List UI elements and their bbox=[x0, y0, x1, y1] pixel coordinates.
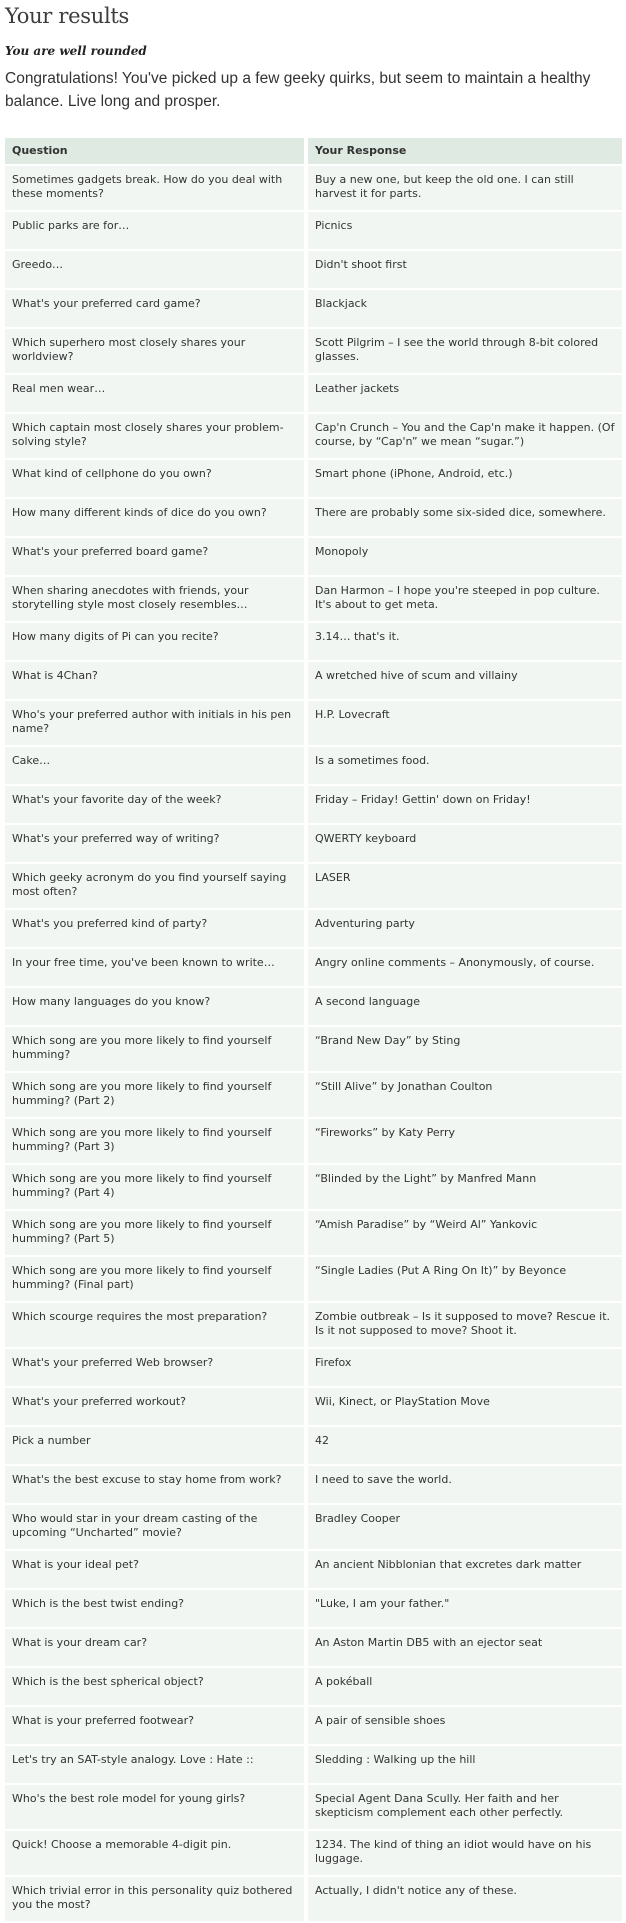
question-cell: How many different kinds of dice do you own? bbox=[5, 499, 304, 536]
question-cell: Which captain most closely shares your problem-solving style? bbox=[5, 414, 304, 458]
response-cell: Buy a new one, but keep the old one. I can still harvest it for parts. bbox=[308, 166, 622, 210]
table-row bbox=[5, 623, 622, 660]
question-cell: Which geeky acronym do you find yourself saying most often? bbox=[5, 864, 304, 908]
response-cell: 1234. The kind of thing an idiot would have on his luggage. bbox=[308, 1831, 622, 1875]
response-cell: Is a sometimes food. bbox=[308, 747, 622, 784]
response-cell: 42 bbox=[308, 1427, 622, 1464]
response-cell: Actually, I didn't notice any of these. bbox=[308, 1877, 622, 1921]
question-cell: Which song are you more likely to find yourself humming? bbox=[5, 1027, 304, 1071]
table-row bbox=[5, 910, 622, 947]
response-cell: “Still Alive” by Jonathan Coulton bbox=[308, 1073, 622, 1117]
response-cell: Wii, Kinect, or PlayStation Move bbox=[308, 1388, 622, 1425]
table-row bbox=[5, 375, 622, 412]
question-cell: How many languages do you know? bbox=[5, 988, 304, 1025]
response-cell: Cap'n Crunch – You and the Cap'n make it happen. (Of course, by “Cap'n” we mean “sugar.”) bbox=[308, 414, 622, 458]
table-row bbox=[5, 1119, 622, 1163]
table-row bbox=[5, 499, 622, 536]
table-row bbox=[5, 1877, 622, 1921]
table-row bbox=[5, 1073, 622, 1117]
question-cell: Which song are you more likely to find yourself humming? (Final part) bbox=[5, 1257, 304, 1301]
question-cell: What is 4Chan? bbox=[5, 662, 304, 699]
question-cell: Pick a number bbox=[5, 1427, 304, 1464]
response-cell: I need to save the world. bbox=[308, 1466, 622, 1503]
question-cell: What is your dream car? bbox=[5, 1629, 304, 1666]
question-cell: What's your preferred way of writing? bbox=[5, 825, 304, 862]
table-row bbox=[5, 1211, 622, 1255]
question-cell: What's your preferred card game? bbox=[5, 290, 304, 327]
table-row bbox=[5, 1668, 622, 1705]
response-cell: 3.14… that's it. bbox=[308, 623, 622, 660]
question-cell: Which song are you more likely to find yourself humming? (Part 3) bbox=[5, 1119, 304, 1163]
response-cell: An ancient Nibblonian that excretes dark matter bbox=[308, 1551, 622, 1588]
question-cell: Cake… bbox=[5, 747, 304, 784]
question-cell: Greedo… bbox=[5, 251, 304, 288]
response-cell: “Fireworks” by Katy Perry bbox=[308, 1119, 622, 1163]
result-intro: Congratulations! You've picked up a few geeky quirks, but seem to maintain a healthy balance. Live long and prosper. bbox=[5, 70, 591, 110]
question-cell: What's your favorite day of the week? bbox=[5, 786, 304, 823]
response-cell: Leather jackets bbox=[308, 375, 622, 412]
results-page bbox=[5, 0, 622, 1911]
response-cell: Firefox bbox=[308, 1349, 622, 1386]
table-row bbox=[5, 1707, 622, 1744]
table-row bbox=[5, 1303, 622, 1347]
table-row bbox=[5, 1746, 622, 1783]
question-cell: How many digits of Pi can you recite? bbox=[5, 623, 304, 660]
table-row bbox=[5, 1505, 622, 1549]
response-cell: Dan Harmon – I hope you're steeped in pop culture. It's about to get meta. bbox=[308, 577, 622, 621]
table-row bbox=[5, 577, 622, 621]
response-cell: “Single Ladies (Put A Ring On It)” by Beyonce bbox=[308, 1257, 622, 1301]
response-cell: “Brand New Day” by Sting bbox=[308, 1027, 622, 1071]
table-row bbox=[5, 329, 622, 373]
table-row bbox=[5, 747, 622, 784]
table-row bbox=[5, 1590, 622, 1627]
question-cell: Which scourge requires the most preparation? bbox=[5, 1303, 304, 1347]
response-cell: Sledding : Walking up the hill bbox=[308, 1746, 622, 1783]
page-title: Your results bbox=[5, 4, 130, 28]
question-cell: What is your preferred footwear? bbox=[5, 1707, 304, 1744]
question-cell: Which song are you more likely to find yourself humming? (Part 4) bbox=[5, 1165, 304, 1209]
response-cell: A second language bbox=[308, 988, 622, 1025]
table-row bbox=[5, 1831, 622, 1875]
response-cell: Blackjack bbox=[308, 290, 622, 327]
response-cell: Angry online comments – Anonymously, of course. bbox=[308, 949, 622, 986]
table-row bbox=[5, 1466, 622, 1503]
results-table bbox=[5, 136, 622, 1923]
question-cell: Quick! Choose a memorable 4-digit pin. bbox=[5, 1831, 304, 1875]
question-cell: Which song are you more likely to find yourself humming? (Part 5) bbox=[5, 1211, 304, 1255]
table-row bbox=[5, 786, 622, 823]
question-cell: Who's your preferred author with initials in his pen name? bbox=[5, 701, 304, 745]
question-cell: When sharing anecdotes with friends, your storytelling style most closely resembles… bbox=[5, 577, 304, 621]
table-row bbox=[5, 1165, 622, 1209]
table-row bbox=[5, 864, 622, 908]
table-row bbox=[5, 290, 622, 327]
response-cell: A wretched hive of scum and villainy bbox=[308, 662, 622, 699]
response-cell: "Luke, I am your father." bbox=[308, 1590, 622, 1627]
table-row bbox=[5, 1551, 622, 1588]
response-cell: QWERTY keyboard bbox=[308, 825, 622, 862]
response-cell: “Amish Paradise” by “Weird Al” Yankovic bbox=[308, 1211, 622, 1255]
table-row bbox=[5, 251, 622, 288]
question-cell: Which superhero most closely shares your worldview? bbox=[5, 329, 304, 373]
table-row bbox=[5, 414, 622, 458]
response-cell: Bradley Cooper bbox=[308, 1505, 622, 1549]
response-cell: Didn't shoot first bbox=[308, 251, 622, 288]
table-row bbox=[5, 1388, 622, 1425]
response-cell: A pair of sensible shoes bbox=[308, 1707, 622, 1744]
response-cell: Scott Pilgrim – I see the world through 8-bit colored glasses. bbox=[308, 329, 622, 373]
question-cell: Which trivial error in this personality quiz bothered you the most? bbox=[5, 1877, 304, 1921]
table-header-row bbox=[5, 138, 622, 164]
response-cell: Smart phone (iPhone, Android, etc.) bbox=[308, 460, 622, 497]
question-cell: In your free time, you've been known to write… bbox=[5, 949, 304, 986]
table-row bbox=[5, 825, 622, 862]
table-row bbox=[5, 1027, 622, 1071]
header-response: Your Response bbox=[308, 138, 622, 164]
response-cell: Friday – Friday! Gettin' down on Friday! bbox=[308, 786, 622, 823]
table-row bbox=[5, 662, 622, 699]
question-cell: Which song are you more likely to find yourself humming? (Part 2) bbox=[5, 1073, 304, 1117]
question-cell: What is your ideal pet? bbox=[5, 1551, 304, 1588]
response-cell: Monopoly bbox=[308, 538, 622, 575]
question-cell: Let's try an SAT-style analogy. Love : Hate :: bbox=[5, 1746, 304, 1783]
table-row bbox=[5, 460, 622, 497]
result-subtitle: You are well rounded bbox=[5, 44, 147, 58]
response-cell: Zombie outbreak – Is it supposed to move? Rescue it. Is it not supposed to move? Shoot it. bbox=[308, 1303, 622, 1347]
question-cell: What's your preferred workout? bbox=[5, 1388, 304, 1425]
response-cell: “Blinded by the Light” by Manfred Mann bbox=[308, 1165, 622, 1209]
response-cell: A pokéball bbox=[308, 1668, 622, 1705]
table-row bbox=[5, 166, 622, 210]
table-row bbox=[5, 949, 622, 986]
table-row bbox=[5, 1257, 622, 1301]
question-cell: What's the best excuse to stay home from work? bbox=[5, 1466, 304, 1503]
table-row bbox=[5, 988, 622, 1025]
table-row bbox=[5, 538, 622, 575]
table-row bbox=[5, 1629, 622, 1666]
response-cell: An Aston Martin DB5 with an ejector seat bbox=[308, 1629, 622, 1666]
question-cell: What's your preferred board game? bbox=[5, 538, 304, 575]
table-row bbox=[5, 212, 622, 249]
response-cell: There are probably some six-sided dice, somewhere. bbox=[308, 499, 622, 536]
table-row bbox=[5, 1785, 622, 1829]
question-cell: Which is the best spherical object? bbox=[5, 1668, 304, 1705]
response-cell: Special Agent Dana Scully. Her faith and her skepticism complement each other perfectly. bbox=[308, 1785, 622, 1829]
question-cell: Who's the best role model for young girls? bbox=[5, 1785, 304, 1829]
table-row bbox=[5, 1427, 622, 1464]
question-cell: What's your preferred Web browser? bbox=[5, 1349, 304, 1386]
question-cell: Who would star in your dream casting of the upcoming “Uncharted” movie? bbox=[5, 1505, 304, 1549]
table-row bbox=[5, 1349, 622, 1386]
question-cell: Real men wear… bbox=[5, 375, 304, 412]
table-row bbox=[5, 701, 622, 745]
response-cell: Adventuring party bbox=[308, 910, 622, 947]
question-cell: What kind of cellphone do you own? bbox=[5, 460, 304, 497]
response-cell: H.P. Lovecraft bbox=[308, 701, 622, 745]
question-cell: Sometimes gadgets break. How do you deal with these moments? bbox=[5, 166, 304, 210]
response-cell: Picnics bbox=[308, 212, 622, 249]
question-cell: What's you preferred kind of party? bbox=[5, 910, 304, 947]
header-question: Question bbox=[5, 138, 304, 164]
question-cell: Which is the best twist ending? bbox=[5, 1590, 304, 1627]
question-cell: Public parks are for… bbox=[5, 212, 304, 249]
response-cell: LASER bbox=[308, 864, 622, 908]
